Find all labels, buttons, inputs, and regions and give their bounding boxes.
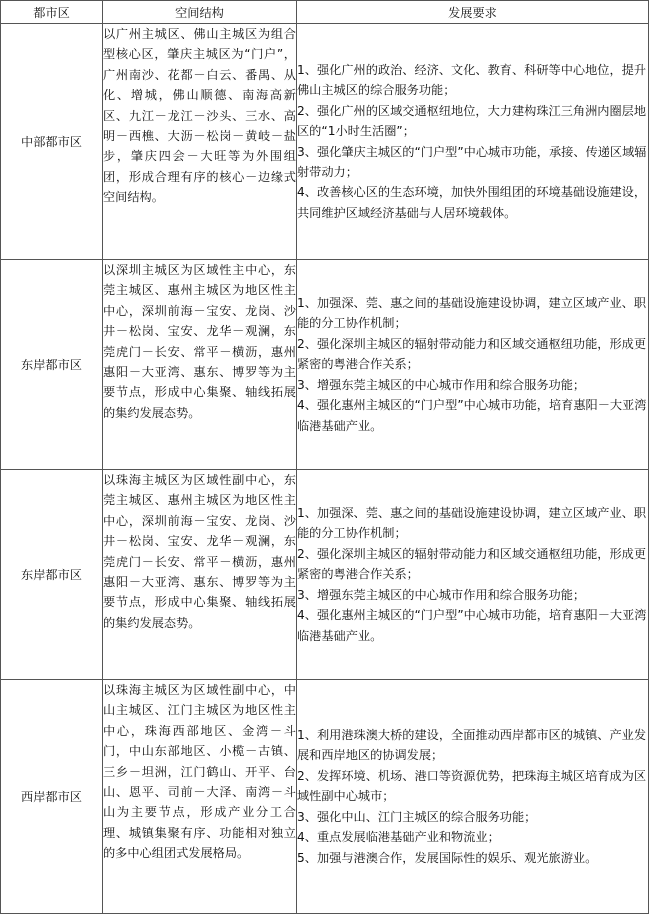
spatial-structure-text: 以珠海主城区为区域性副中心，东莞主城区、惠州主城区为地区性主中心，深圳前海－宝安、龙岗、沙井－松岗、宝安、龙华－观澜，东莞虎门－长安、常平－横沥，惠州惠阳－大亚湾、惠东、博罗等为主要节点，形成中心集聚、轴线拓展的集约发展态势。 [103,470,297,680]
requirement-item: 4、改善核心区的生态环境，加快外围组团的环境基础设施建设，共同维护区域经济基础与人居环境载体。 [297,185,647,220]
table-row [1,260,649,470]
spatial-structure-text: 以广州主城区、佛山主城区为组合型核心区，肇庆主城区为“门户”，广州南沙、花都－白云、番禺、从化、增城，佛山顺德、南海高新区、九江－龙江－沙头、三水、高明－西樵、大沥－松岗－黄岐－盐步，肇庆四会－大旺等为外围组团，形成合理有序的核心－边缘式空间结构。 [103,24,297,260]
development-requirements [297,24,649,260]
requirement-item: 4、强化惠州主城区的“门户型”中心城市功能，培育惠阳－大亚湾临港基础产业。 [297,608,647,643]
area-name: 东岸都市区 [1,470,103,680]
requirement-item: 2、强化深圳主城区的辐射带动能力和区域交通枢纽功能，形成更紧密的粤港合作关系； [297,336,647,372]
requirement-item: 1、加强深、莞、惠之间的基础设施建设协调，建立区域产业、职能的分工协作机制； [297,506,647,541]
table-row [1,24,649,260]
requirement-item: 3、增强东莞主城区的中心城市作用和综合服务功能； [297,377,586,392]
requirement-item: 3、强化肇庆主城区的“门户型”中心城市功能，承接、传递区域辐射带动力； [297,144,647,179]
requirement-item: 2、强化深圳主城区的辐射带动能力和区域交通枢纽功能，形成更紧密的粤港合作关系； [297,546,647,582]
header-area: 都市区 [1,1,103,24]
requirement-item: 3、强化中山、江门主城区的综合服务功能； [297,809,537,824]
spatial-structure-text: 以深圳主城区为区域性主中心，东莞主城区、惠州主城区为地区性主中心，深圳前海－宝安、龙岗、沙井－松岗、宝安、龙华－观澜，东莞虎门－长安、常平－横沥，惠州惠阳－大亚湾、惠东、博罗等为主要节点，形成中心集聚、轴线拓展的集约发展态势。 [103,260,297,470]
header-requirements: 发展要求 [297,1,649,24]
requirement-item: 3、增强东莞主城区的中心城市作用和综合服务功能； [297,587,586,602]
requirement-item: 4、重点发展临港基础产业和物流业； [297,830,500,845]
requirement-item: 5、加强与港澳合作，发展国际性的娱乐、观光旅游业。 [297,850,598,865]
requirement-item: 2、发挥环境、机场、港口等资源优势，把珠海主城区培育成为区域性副中心城市； [297,768,647,804]
development-requirements [297,680,649,914]
area-name: 西岸都市区 [1,680,103,914]
requirement-item: 1、加强深、莞、惠之间的基础设施建设协调，建立区域产业、职能的分工协作机制； [297,296,647,331]
development-requirements [297,260,649,470]
development-requirements [297,470,649,680]
requirement-item: 4、强化惠州主城区的“门户型”中心城市功能，培育惠阳－大亚湾临港基础产业。 [297,398,647,433]
requirement-item: 1、利用港珠澳大桥的建设，全面推动西岸都市区的城镇、产业发展和西岸地区的协调发展； [297,728,647,763]
requirement-item: 1、强化广州的政治、经济、文化、教育、科研等中心地位，提升佛山主城区的综合服务功能； [297,62,647,98]
table-row [1,680,649,914]
spatial-structure-text: 以珠海主城区为区域性副中心，中山主城区、江门主城区为地区性主中心，珠海西部地区、金湾－斗门，中山东部地区、小榄－古镇、三乡－坦洲，江门鹤山、开平、台山、恩平、司前－大泽、南湾－斗山为主要节点，形成产业分工合理、城镇集聚有序、功能相对独立的多中心组团式发展格局。 [103,680,297,914]
area-name: 中部都市区 [1,24,103,260]
table-row [1,470,649,680]
requirement-item: 2、强化广州的区域交通枢纽地位，大力建构珠江三角洲内圈层地区的“1小时生活圈”； [297,103,647,139]
table-header-row [1,1,649,24]
header-structure: 空间结构 [103,1,297,24]
area-name: 东岸都市区 [1,260,103,470]
